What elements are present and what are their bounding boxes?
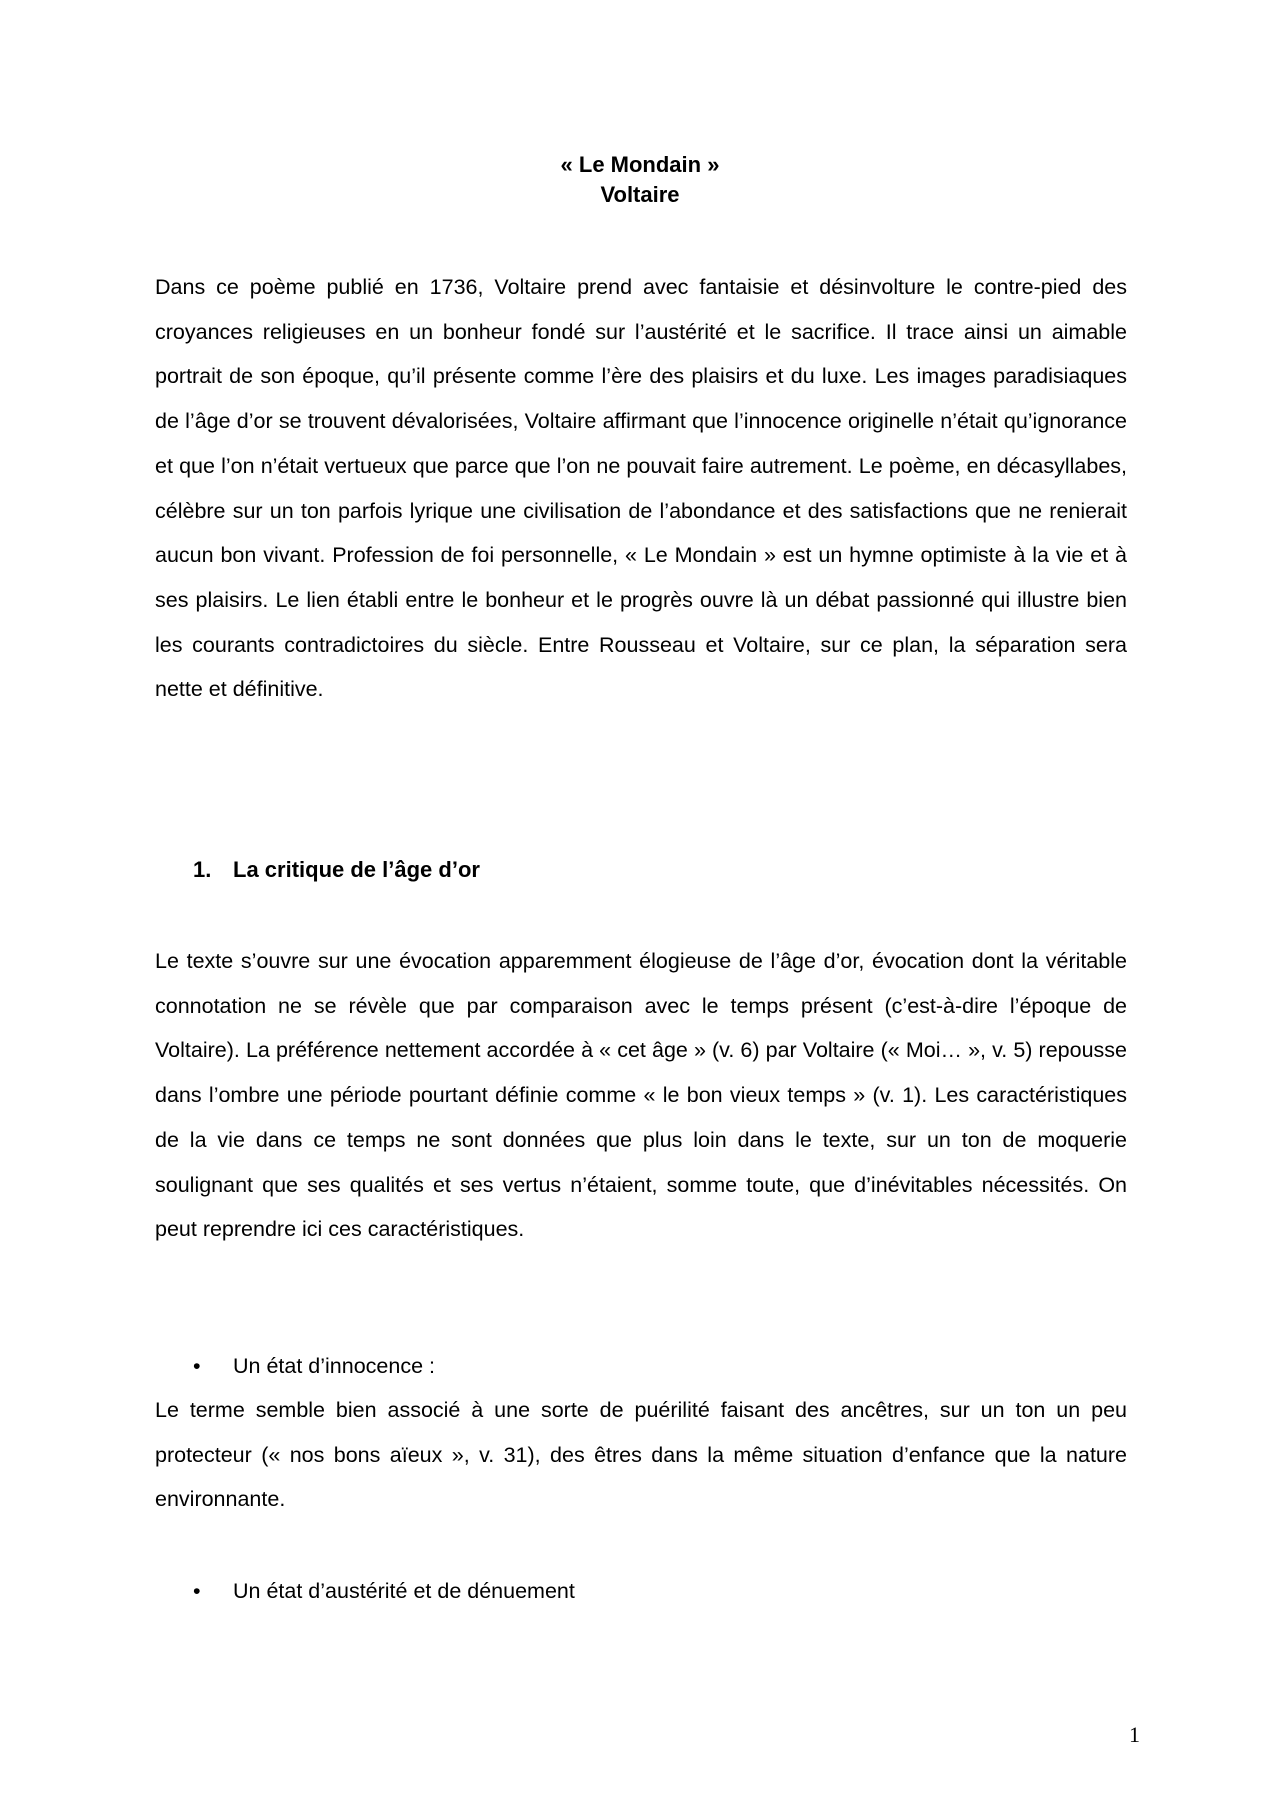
bullet-item	[193, 1351, 435, 1381]
bullet-item	[193, 1576, 575, 1606]
section-title: La critique de l’âge d’or	[233, 857, 480, 882]
bullet-label: Un état d’innocence :	[233, 1354, 435, 1378]
bullet-paragraph: Le terme semble bien associé à une sorte de puérilité faisant des ancêtres, sur un ton un peu protecteur (« nos bons aïeux », v. 31), des êtres dans la même situation d’enfance que la nature environnante.	[155, 1398, 1127, 1512]
title-line-2: Voltaire	[600, 182, 680, 207]
section-heading	[193, 855, 480, 885]
section-number: 1.	[193, 857, 212, 882]
document-title	[0, 150, 1280, 210]
bullet-icon: •	[193, 1354, 201, 1378]
section-paragraph: Le texte s’ouvre sur une évocation apparemment élogieuse de l’âge d’or, évocation dont la véritable connotation ne se révèle que par comparaison avec le temps présent (c’est-à-dire l’époque de Voltaire). La préférence nettement accordée à « cet âge » (v. 6) par Voltaire (« Moi… », v. 5) repousse dans l’ombre une période pourtant définie comme « le bon vieux temps » (v. 1). Les caractéristiques de la vie dans ce temps ne sont données que plus loin dans le texte, sur un ton de moquerie soulignant que ses qualités et ses vertus n’étaient, somme toute, que d’inévitables nécessités. On peut reprendre ici ces caractéristiques.	[155, 949, 1127, 1242]
bullet-icon: •	[193, 1579, 201, 1603]
title-line-1: « Le Mondain »	[560, 152, 720, 177]
intro-paragraph: Dans ce poème publié en 1736, Voltaire prend avec fantaisie et désinvolture le contre-pied des croyances religieuses en un bonheur fondé sur l’austérité et le sacrifice. Il trace ainsi un aimable portrait de son époque, qu’il présente comme l’ère des plaisirs et du luxe. Les images paradisiaques de l’âge d’or se trouvent dévalorisées, Voltaire affirmant que l’innocence originelle n’était qu’ignorance et que l’on n’était vertueux que parce que l’on ne pouvait faire autrement. Le poème, en décasyllabes, célèbre sur un ton parfois lyrique une civilisation de l’abondance et des satisfactions que ne renierait aucun bon vivant. Profession de foi personnelle, « Le Mondain » est un hymne optimiste à la vie et à ses plaisirs. Le lien établi entre le bonheur et le progrès ouvre là un débat passionné qui illustre bien les courants contradictoires du siècle. Entre Rousseau et Voltaire, sur ce plan, la séparation sera nette et définitive.	[155, 275, 1127, 702]
page-number: 1	[1129, 1722, 1140, 1747]
bullet-label: Un état d’austérité et de dénuement	[233, 1579, 575, 1603]
